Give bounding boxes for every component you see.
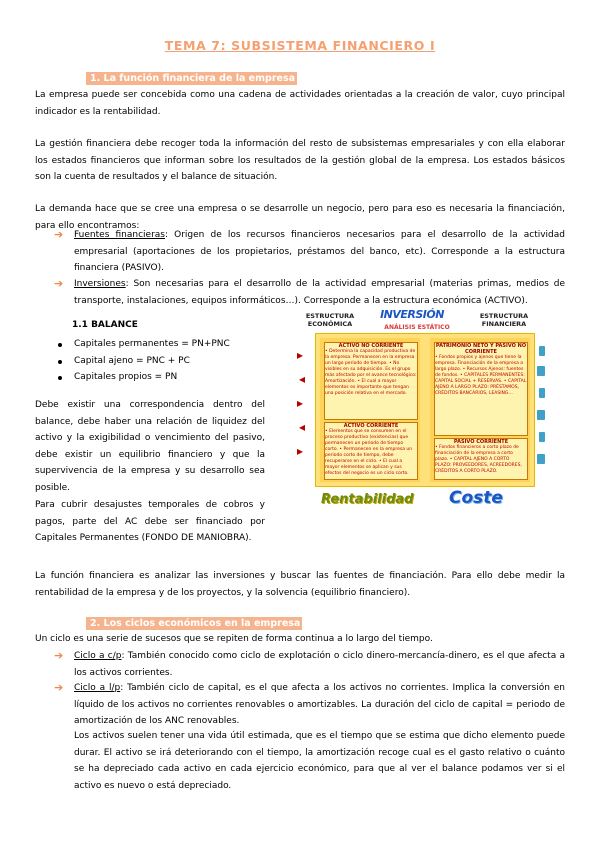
side-glyph-icon: ◂: [299, 420, 306, 434]
side-glyph-icon: ▸: [297, 348, 304, 362]
box-pc-title: PASIVO CORRIENTE: [453, 439, 509, 445]
box-anc-title: ACTIVO NO CORRIENTE: [338, 343, 404, 349]
ciclo-lp-detail: Los activos suelen tener una vida útil estimada, que es el tiempo que se estima que dicho elemento puede durar. El activo se irá deteriorando con el tiempo, la amortización recoge cual es el gasto relativo o cuánto se ha depreciado cada activo en cada ejercicio económico, para que al ver el balance podamos ver si el activo es nuevo o está depreciado.: [74, 731, 565, 791]
balance-bullet-1: Capitales permanentes = PN+PNC: [74, 339, 230, 349]
term-ciclo-cp: Ciclo a c/p: [74, 651, 122, 661]
list-item-ciclo-lp: [74, 680, 565, 730]
diagram-right-title: ESTRUCTURA FINANCIERA: [479, 312, 529, 328]
side-glyph-icon: [539, 388, 545, 398]
side-glyph-icon: [537, 454, 545, 464]
arrow-bullet-icon: ➔: [54, 649, 64, 662]
diagram-center-title: ANÁLISIS ESTÁTICO: [384, 324, 450, 331]
side-glyph-icon: [539, 432, 545, 442]
box-pc-text: • Fondos financieros a corto plazo de financiación de la empresa a corto plazo. • CAPITAL AJENO A CORTO PLAZO: PROVEEDORES, ACREEDORES, CRÉDITOS A CORTO PLAZO.: [435, 445, 522, 474]
box-activo-no-corriente: [324, 342, 418, 420]
side-glyph-icon: [537, 366, 545, 376]
balance-bullet-2: Capital ajeno = PNC + PC: [74, 356, 190, 366]
text-inversiones: : Son necesarias para el desarrollo de la actividad empresarial (materias primas, medios de transporte, instalaciones, equipos informáticos…). Corresponde a la estructura económica (ACTIVO).: [74, 279, 565, 306]
arrow-bullet-icon: ➔: [54, 681, 64, 694]
bullet-dot-icon: [58, 360, 62, 364]
box-anc-text: • Determina la capacidad productiva de la empresa. Permanecen en la empresa un largo periodo de tiempo. • No visibles en su adquisición. Es el grupo más afectado por el avance tecnológico: Amortización. • El cual a mayor elementos es importante que tengan una posición relativa en el mercado.: [325, 349, 417, 396]
balance-heading: 1.1 BALANCE: [72, 320, 138, 330]
term-fuentes: Fuentes financieras: [74, 230, 165, 240]
term-inversiones: Inversiones: [74, 279, 126, 289]
paragraph-4: Debe existir una correspondencia dentro del balance, debe haber una relación de liquidez del activo y la exigibilidad o vencimiento del pasivo, debe existir un equilibrio financiero y que la supervivencia de la empresa y su desarrollo sea posible.: [35, 400, 265, 493]
box-pasivo-corriente: [434, 438, 528, 480]
arrow-bullet-icon: ➔: [54, 228, 64, 241]
balance-diagram: [295, 306, 543, 516]
box-pnpnc-title: PATRIMONIO NETO Y PASIVO NO CORRIENTE: [435, 343, 527, 355]
page-title: TEMA 7: SUBSISTEMA FINANCIERO I: [164, 38, 436, 53]
bullet-dot-icon: [58, 376, 62, 380]
arrow-bullet-icon: ➔: [54, 277, 64, 290]
paragraph-1: La empresa puede ser concebida como una cadena de actividades orientadas a la creación de valor, cuyo principal indicador es la rentabilidad.: [35, 90, 565, 117]
section-2-heading: 2. Los ciclos económicos en la empresa: [86, 617, 302, 630]
text-ciclo-cp: : También conocido como ciclo de explotación o ciclo dinero-mercancía-dinero, es el que afecta a los activos corrientes.: [74, 651, 566, 678]
diagram-left-title: ESTRUCTURA ECONÓMICA: [305, 312, 355, 328]
paragraph-3: La demanda hace que se cree una empresa o se desarrolle un negocio, pero para eso es necesaria la financiación, para ello encontramos:: [35, 204, 565, 231]
side-glyph-icon: [537, 410, 545, 420]
list-item-inversiones: [74, 276, 565, 309]
paragraph-2: La gestión financiera debe recoger toda la información del resto de subsistemas empresariales y con ella elaborar los estados financieros que informan sobre los resultados de la gestión global de la empresa. Los estados básicos son la cuenta de resultados y el balance de situación.: [35, 139, 565, 182]
box-activo-corriente: [324, 422, 418, 480]
bullet-dot-icon: [58, 343, 62, 347]
box-pnpnc-text: • Fondos propios y ajenos que tiene la empresa. Financiación de la empresa a largo plazo. • Recursos Ajenos: fuentes de fondos. • CAPITALES PERMANENTES: CAPITAL SOCIAL + RESERVAS. • CAPITAL AJENO A LARGO PLAZO: PRÉSTAMOS, CRÉDITOS BANCARIOS, LEASING…: [435, 355, 527, 396]
box-ac-text: • Elementos que se consumen en el proceso productivo (existencias) que permanecen un periodo de tiempo corto. • Permanecen en la empresa un periodo corto de tiempo, debe recuperarse en el ciclo. • El cual a mayor elementos se aplican y sus efectos del negocio es un ciclo corto.: [325, 429, 413, 476]
diagram-coste-label: Coste: [449, 488, 503, 508]
paragraph-5: Para cubrir desajustes temporales de cobros y pagos, parte del AC debe ser financiado por Capitales Permanentes (FONDO DE MANIOBRA).: [35, 500, 265, 543]
balance-bullet-3: Capitales propios = PN: [74, 372, 178, 382]
section-2-intro: Un ciclo es una serie de sucesos que se repiten de forma continua a lo largo del tiempo.: [35, 634, 433, 644]
list-item-fuentes: [74, 227, 565, 277]
list-item-ciclo-cp: [74, 648, 565, 681]
diagram-rentabilidad-label: Rentabilidad: [321, 492, 414, 507]
side-glyph-icon: ◂: [299, 372, 306, 386]
side-glyph-icon: ▸: [297, 444, 304, 458]
side-glyph-icon: [539, 346, 545, 356]
diagram-top-logo: INVERSIÓN: [380, 308, 444, 321]
box-ac-title: ACTIVO CORRIENTE: [343, 423, 399, 429]
text-ciclo-lp: : También ciclo de capital, es el que afecta a los activos no corrientes. Implica la conversión en líquido de los activos no corrientes renovables o amortizables. La duración del ciclo de capital = periodo de amortización de los ANC renovables.: [74, 683, 565, 726]
paragraph-6: La función financiera es analizar las inversiones y buscar las fuentes de financiación. Para ello debe medir la rentabilidad de la empresa y de los proyectos, y la solvencia (equilibrio financiero).: [35, 571, 565, 598]
term-ciclo-lp: Ciclo a l/p: [74, 683, 121, 693]
box-pn-pnc: [434, 342, 528, 436]
section-1-heading: 1. La función financiera de la empresa: [86, 72, 297, 85]
diagram-panel: [315, 333, 535, 487]
text-fuentes: : Origen de los recursos financieros necesarios para el desarrollo de la actividad empresarial (aportaciones de los propietarios, préstamos del banco, etc). Corresponde a la estructura financiera (PASIVO).: [74, 230, 565, 273]
side-glyph-icon: ▸: [297, 396, 304, 410]
